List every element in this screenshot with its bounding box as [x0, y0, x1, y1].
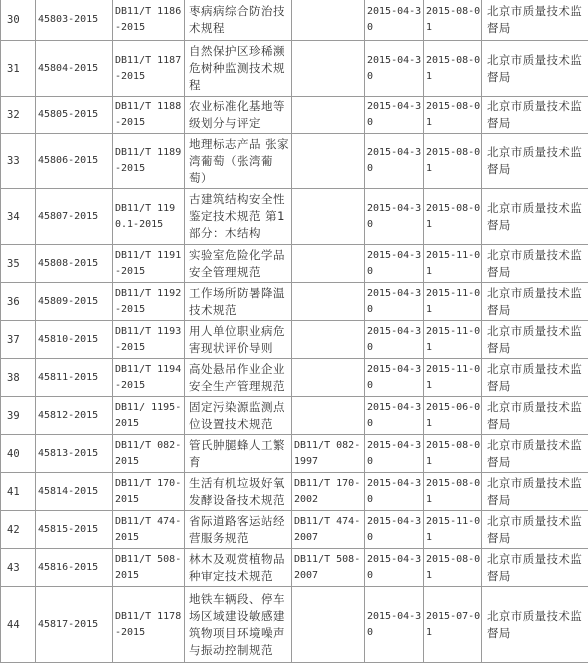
seq-cell: 39: [1, 397, 36, 435]
release-date-cell: 2015-04-30: [365, 134, 424, 189]
record-number-cell: 45803-2015: [36, 0, 113, 41]
standard-name-cell: 古建筑结构安全性鉴定技术规范 第1部分：木结构: [185, 189, 292, 245]
standard-name-cell: 高处悬吊作业企业安全生产管理规范: [185, 359, 292, 397]
seq-cell: 30: [1, 0, 36, 41]
record-number-cell: 45809-2015: [36, 283, 113, 321]
replaced-standard-cell: [292, 587, 365, 663]
effective-date-cell: 2015-11-01: [424, 245, 482, 283]
release-date-cell: 2015-04-30: [365, 473, 424, 511]
replaced-standard-cell: [292, 97, 365, 134]
release-date-cell: 2015-04-30: [365, 97, 424, 134]
table-row: [1, 549, 588, 587]
standard-name-cell: 地理标志产品 张家湾葡萄（张湾葡萄）: [185, 134, 292, 189]
record-number-cell: 45815-2015: [36, 511, 113, 549]
replaced-standard-cell: [292, 321, 365, 359]
record-number-cell: 45808-2015: [36, 245, 113, 283]
effective-date-cell: 2015-08-01: [424, 0, 482, 41]
seq-cell: 32: [1, 97, 36, 134]
table-row: [1, 587, 588, 663]
effective-date-cell: 2015-06-01: [424, 397, 482, 435]
seq-cell: 38: [1, 359, 36, 397]
table-row: [1, 321, 588, 359]
department-cell: 北京市质量技术监督局: [482, 134, 588, 189]
department-cell: 北京市质量技术监督局: [482, 189, 588, 245]
table-row: [1, 134, 588, 189]
standard-code-cell: DB11/T 474-2015: [113, 511, 185, 549]
effective-date-cell: 2015-08-01: [424, 549, 482, 587]
record-number-cell: 45810-2015: [36, 321, 113, 359]
effective-date-cell: 2015-08-01: [424, 97, 482, 134]
record-number-cell: 45804-2015: [36, 41, 113, 97]
replaced-standard-cell: [292, 0, 365, 41]
replaced-standard-cell: DB11/T 474-2007: [292, 511, 365, 549]
standard-name-cell: 用人单位职业病危害现状评价导则: [185, 321, 292, 359]
table-row: [1, 97, 588, 134]
seq-cell: 37: [1, 321, 36, 359]
standard-name-cell: 枣病病综合防治技术规程: [185, 0, 292, 41]
standard-code-cell: DB11/T 508-2015: [113, 549, 185, 587]
table-row: [1, 435, 588, 473]
seq-cell: 33: [1, 134, 36, 189]
table-row: [1, 283, 588, 321]
seq-cell: 34: [1, 189, 36, 245]
standard-name-cell: 农业标准化基地等级划分与评定: [185, 97, 292, 134]
standard-name-cell: 固定污染源监测点位设置技术规范: [185, 397, 292, 435]
table-row: [1, 511, 588, 549]
standard-code-cell: DB11/T 1187-2015: [113, 41, 185, 97]
standard-code-cell: DB11/T 1191-2015: [113, 245, 185, 283]
record-number-cell: 45811-2015: [36, 359, 113, 397]
department-cell: 北京市质量技术监督局: [482, 473, 588, 511]
seq-cell: 40: [1, 435, 36, 473]
seq-cell: 44: [1, 587, 36, 663]
table-row: [1, 0, 588, 41]
replaced-standard-cell: [292, 283, 365, 321]
effective-date-cell: 2015-11-01: [424, 321, 482, 359]
replaced-standard-cell: [292, 397, 365, 435]
standard-name-cell: 生活有机垃圾好氧发酵设备技术规范: [185, 473, 292, 511]
record-number-cell: 45813-2015: [36, 435, 113, 473]
seq-cell: 31: [1, 41, 36, 97]
record-number-cell: 45805-2015: [36, 97, 113, 134]
department-cell: 北京市质量技术监督局: [482, 511, 588, 549]
standard-name-cell: 管氏肿腿蜂人工繁育: [185, 435, 292, 473]
department-cell: 北京市质量技术监督局: [482, 397, 588, 435]
replaced-standard-cell: DB11/T 170-2002: [292, 473, 365, 511]
department-cell: 北京市质量技术监督局: [482, 245, 588, 283]
record-number-cell: 45817-2015: [36, 587, 113, 663]
release-date-cell: 2015-04-30: [365, 283, 424, 321]
effective-date-cell: 2015-07-01: [424, 587, 482, 663]
effective-date-cell: 2015-08-01: [424, 41, 482, 97]
replaced-standard-cell: [292, 245, 365, 283]
standard-name-cell: 工作场所防暑降温技术规范: [185, 283, 292, 321]
replaced-standard-cell: DB11/T 082-1997: [292, 435, 365, 473]
replaced-standard-cell: [292, 41, 365, 97]
standard-code-cell: DB11/T 1186-2015: [113, 0, 185, 41]
release-date-cell: 2015-04-30: [365, 321, 424, 359]
replaced-standard-cell: [292, 134, 365, 189]
seq-cell: 36: [1, 283, 36, 321]
record-number-cell: 45806-2015: [36, 134, 113, 189]
standard-code-cell: DB11/T 082-2015: [113, 435, 185, 473]
release-date-cell: 2015-04-30: [365, 587, 424, 663]
record-number-cell: 45807-2015: [36, 189, 113, 245]
standard-name-cell: 自然保护区珍稀濒危树种监测技术规程: [185, 41, 292, 97]
table-row: [1, 41, 588, 97]
department-cell: 北京市质量技术监督局: [482, 359, 588, 397]
standard-code-cell: DB11/T 1178-2015: [113, 587, 185, 663]
release-date-cell: 2015-04-30: [365, 359, 424, 397]
standard-name-cell: 地铁车辆段、停车场区域建设敏感建筑物项目环境噪声与振动控制规范: [185, 587, 292, 663]
standard-code-cell: DB11/T 1188-2015: [113, 97, 185, 134]
replaced-standard-cell: [292, 189, 365, 245]
department-cell: 北京市质量技术监督局: [482, 283, 588, 321]
effective-date-cell: 2015-08-01: [424, 189, 482, 245]
replaced-standard-cell: DB11/T 508-2007: [292, 549, 365, 587]
standard-code-cell: DB11/T 1192-2015: [113, 283, 185, 321]
standard-name-cell: 林木及观赏植物品种审定技术规范: [185, 549, 292, 587]
department-cell: 北京市质量技术监督局: [482, 97, 588, 134]
release-date-cell: 2015-04-30: [365, 549, 424, 587]
standard-code-cell: DB11/T 1189-2015: [113, 134, 185, 189]
standard-code-cell: DB11/T 170-2015: [113, 473, 185, 511]
effective-date-cell: 2015-11-01: [424, 359, 482, 397]
seq-cell: 35: [1, 245, 36, 283]
standard-code-cell: DB11/T 1194-2015: [113, 359, 185, 397]
release-date-cell: 2015-04-30: [365, 397, 424, 435]
standard-code-cell: DB11/ 1195-2015: [113, 397, 185, 435]
department-cell: 北京市质量技术监督局: [482, 435, 588, 473]
department-cell: 北京市质量技术监督局: [482, 0, 588, 41]
release-date-cell: 2015-04-30: [365, 435, 424, 473]
table-row: [1, 245, 588, 283]
effective-date-cell: 2015-11-01: [424, 283, 482, 321]
release-date-cell: 2015-04-30: [365, 189, 424, 245]
standard-code-cell: DB11/T 1193-2015: [113, 321, 185, 359]
table-row: [1, 189, 588, 245]
release-date-cell: 2015-04-30: [365, 245, 424, 283]
department-cell: 北京市质量技术监督局: [482, 41, 588, 97]
effective-date-cell: 2015-11-01: [424, 511, 482, 549]
seq-cell: 43: [1, 549, 36, 587]
release-date-cell: 2015-04-30: [365, 511, 424, 549]
department-cell: 北京市质量技术监督局: [482, 549, 588, 587]
effective-date-cell: 2015-08-01: [424, 435, 482, 473]
table-row: [1, 397, 588, 435]
effective-date-cell: 2015-08-01: [424, 134, 482, 189]
table-row: [1, 473, 588, 511]
seq-cell: 42: [1, 511, 36, 549]
record-number-cell: 45812-2015: [36, 397, 113, 435]
standard-name-cell: 省际道路客运站经营服务规范: [185, 511, 292, 549]
seq-cell: 41: [1, 473, 36, 511]
department-cell: 北京市质量技术监督局: [482, 321, 588, 359]
release-date-cell: 2015-04-30: [365, 41, 424, 97]
record-number-cell: 45814-2015: [36, 473, 113, 511]
standard-name-cell: 实验室危险化学品安全管理规范: [185, 245, 292, 283]
release-date-cell: 2015-04-30: [365, 0, 424, 41]
department-cell: 北京市质量技术监督局: [482, 587, 588, 663]
replaced-standard-cell: [292, 359, 365, 397]
standard-code-cell: DB11/T 1190.1-2015: [113, 189, 185, 245]
table-row: [1, 359, 588, 397]
record-number-cell: 45816-2015: [36, 549, 113, 587]
effective-date-cell: 2015-08-01: [424, 473, 482, 511]
